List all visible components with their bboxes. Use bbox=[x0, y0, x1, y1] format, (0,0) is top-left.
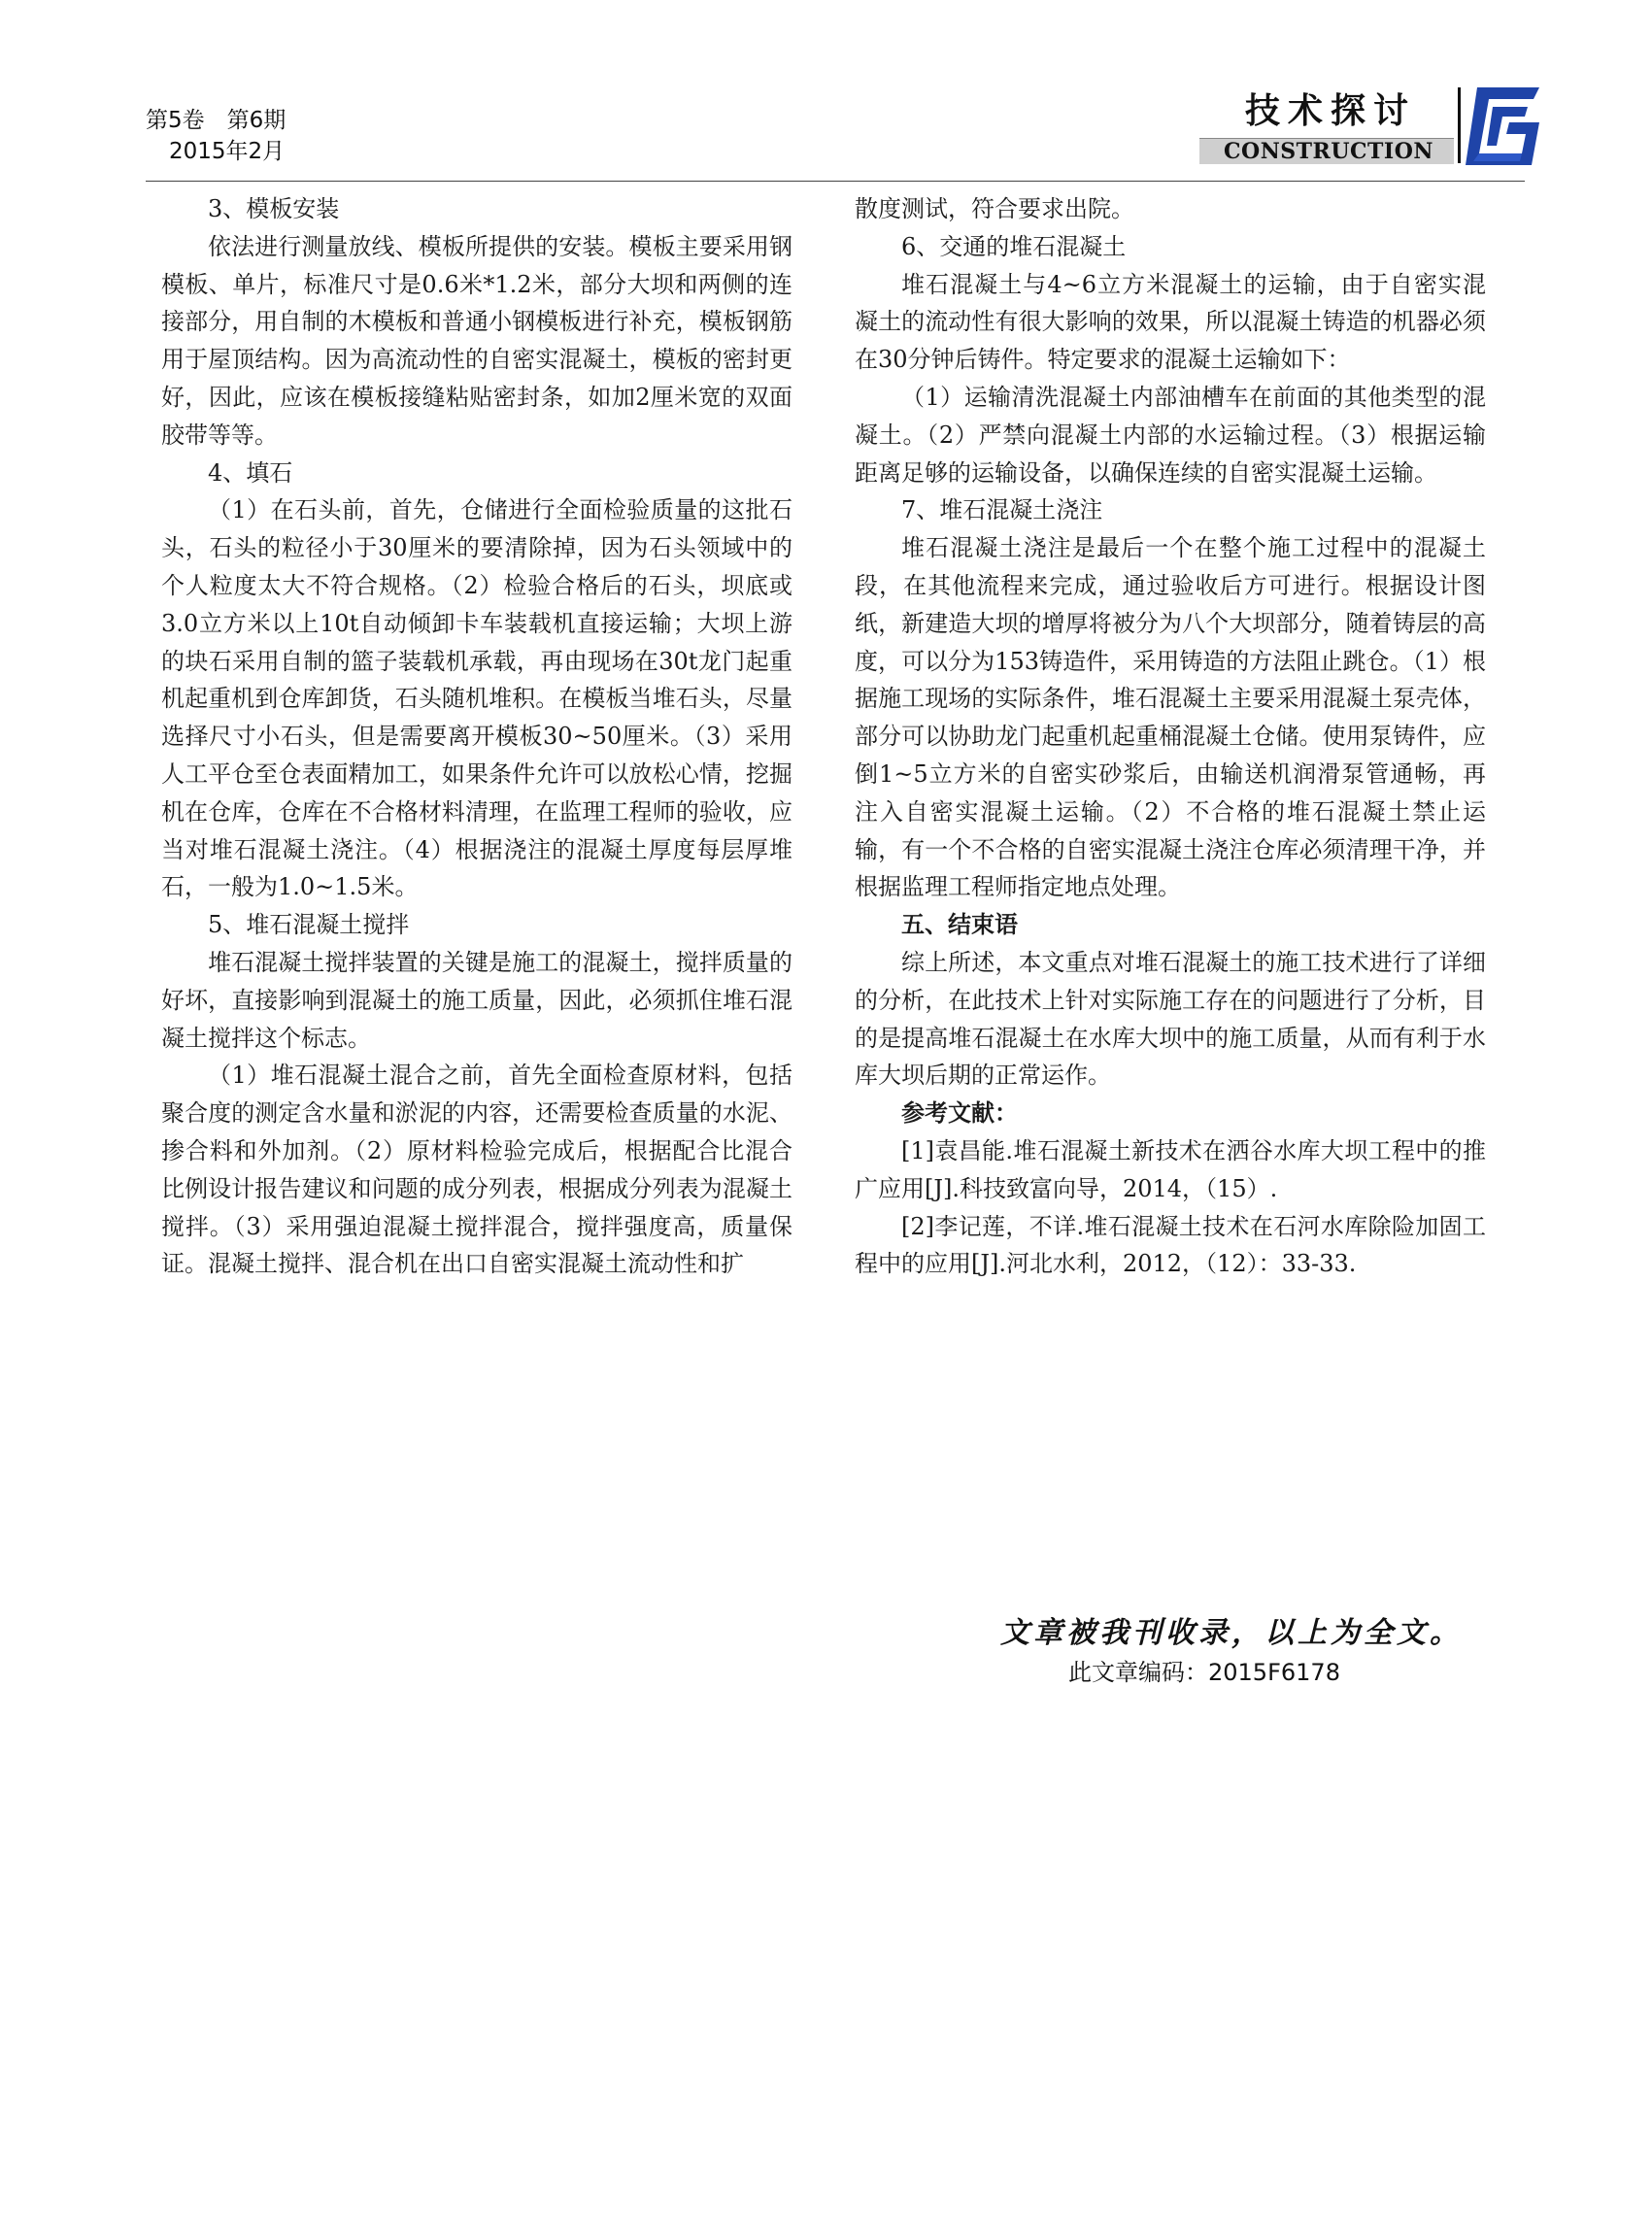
journal-brand bbox=[1180, 84, 1539, 167]
continued-paragraph: 散度测试，符合要求出院。 bbox=[855, 195, 1134, 222]
paragraph: （1）在石头前，首先，仓储进行全面检验质量的这批石头，石头的粒径小于30厘米的要清除掉，因为石头领域中的个人粒度太大不符合规格。（2）检验合格后的石头，坝底或3.0立方米以上10t自动倾卸卡车装载机直接运输；大坝上游的块石采用自制的篮子装载机承载，再由现场在30t龙门起重机起重机到仓库卸货，石头随机堆积。在模板当堆石头，尽量选择尺寸小石头，但是需要离开模板30~50厘米。（3）采用人工平仓至仓表面精加工，如果条件允许可以放松心情，挖掘机在仓库，仓库在不合格材料清理，在监理工程师的验收，应当对堆石混凝土浇注。（4）根据浇注的混凝土厚度每层厚堆石，一般为1.0~1.5米。 bbox=[161, 496, 792, 901]
section-heading: 4、填石 bbox=[208, 458, 293, 487]
brand-title: 技术探讨 bbox=[1244, 91, 1416, 131]
issue-header bbox=[146, 105, 286, 167]
paragraph: 堆石混凝土搅拌装置的关键是施工的混凝土，搅拌质量的好坏，直接影响到混凝土的施工质量，因此，必须抓住堆石混凝土搅拌这个标志。 bbox=[161, 948, 792, 1052]
paragraph: 堆石混凝土与4~6立方米混凝土的运输，由于自密实混凝土的流动性有很大影响的效果，所以混凝土铸造的机器必须在30分钟后铸件。特定要求的混凝土运输如下： bbox=[855, 270, 1486, 374]
bold-heading: 五、结束语 bbox=[901, 910, 1018, 939]
section-heading: 5、堆石混凝土搅拌 bbox=[208, 911, 410, 939]
paragraph: 综上所述，本文重点对堆石混凝土的施工技术进行了详细的分析，在此技术上针对实际施工存在的问题进行了分析，目的是提高堆石混凝土在水库大坝中的施工质量，从而有利于水库大坝后期的正常运作。 bbox=[855, 948, 1486, 1090]
journal-cg-logo-icon bbox=[1464, 85, 1541, 165]
section-heading: 7、堆石混凝土浇注 bbox=[901, 496, 1103, 524]
section-heading: 3、模板安装 bbox=[208, 195, 340, 222]
volume-issue: 第5卷 第6期 bbox=[146, 108, 287, 133]
left-column bbox=[161, 190, 792, 1283]
issue-date: 2015年2月 bbox=[169, 139, 286, 164]
paragraph: 依法进行测量放线、模板所提供的安装。模板主要采用钢模板、单片，标准尺寸是0.6米*1.2米，部分大坝和两侧的连接部分，用自制的木模板和普通小钢模板进行补充，模板钢筋用于屋顶结构。因为高流动性的自密实混凝土，模板的密封更好，因此，应该在模板接缝粘贴密封条，如加2厘米宽的双面胶带等等。 bbox=[161, 232, 792, 449]
brand-subtitle: CONSTRUCTION bbox=[1224, 139, 1433, 164]
article-code: 此文章编码：2015F6178 bbox=[1068, 1659, 1340, 1686]
paragraph: [2]李记莲，不详.堆石混凝土技术在石河水库除险加固工程中的应用[J].河北水利，2012，（12）：33-33. bbox=[855, 1212, 1486, 1278]
section-heading: 6、交通的堆石混凝土 bbox=[901, 232, 1127, 260]
paragraph: 堆石混凝土浇注是最后一个在整个施工过程中的混凝土段，在其他流程来完成，通过验收后方可进行。根据设计图纸，新建造大坝的增厚将被分为八个大坝部分，随着铸层的高度，可以分为153铸造件，采用铸造的方法阻止跳仓。（1）根据施工现场的实际条件，堆石混凝土主要采用混凝土泵壳体，部分可以协助龙门起重机起重桶混凝土仓储。使用泵铸件，应倒1~5立方米的自密实砂浆后，由输送机润滑泵管通畅，再注入自密实混凝土运输。（2）不合格的堆石混凝土禁止运输，有一个不合格的自密实混凝土浇注仓库必须清理干净，并根据监理工程师指定地点处理。 bbox=[855, 534, 1486, 901]
brand-divider bbox=[1458, 87, 1461, 163]
paragraph: [1]袁昌能.堆石混凝土新技术在洒谷水库大坝工程中的推广应用[J].科技致富向导，2014，（15）. bbox=[855, 1136, 1486, 1202]
right-column bbox=[855, 190, 1486, 1283]
paragraph: （1）堆石混凝土混合之前，首先全面检查原材料，包括聚合度的测定含水量和淤泥的内容，还需要检查质量的水泥、掺合料和外加剂。（2）原材料检验完成后，根据配合比混合比例设计报告建议和问题的成分列表，根据成分列表为混凝土搅拌。（3）采用强迫混凝土搅拌混合，搅拌强度高，质量保证。混凝土搅拌、混合机在出口自密实混凝土流动性和扩 bbox=[161, 1062, 792, 1278]
paragraph: （1）运输清洗混凝土内部油槽车在前面的其他类型的混凝土。（2）严禁向混凝土内部的水运输过程。（3）根据运输距离足够的运输设备，以确保连续的自密实混凝土运输。 bbox=[855, 383, 1486, 487]
footer-notice bbox=[1000, 1612, 1486, 1690]
inclusion-stamp: 文章被我刊收录，以上为全文。 bbox=[1000, 1616, 1463, 1650]
bold-heading: 参考文献： bbox=[901, 1098, 1018, 1128]
header-rule bbox=[146, 181, 1525, 182]
